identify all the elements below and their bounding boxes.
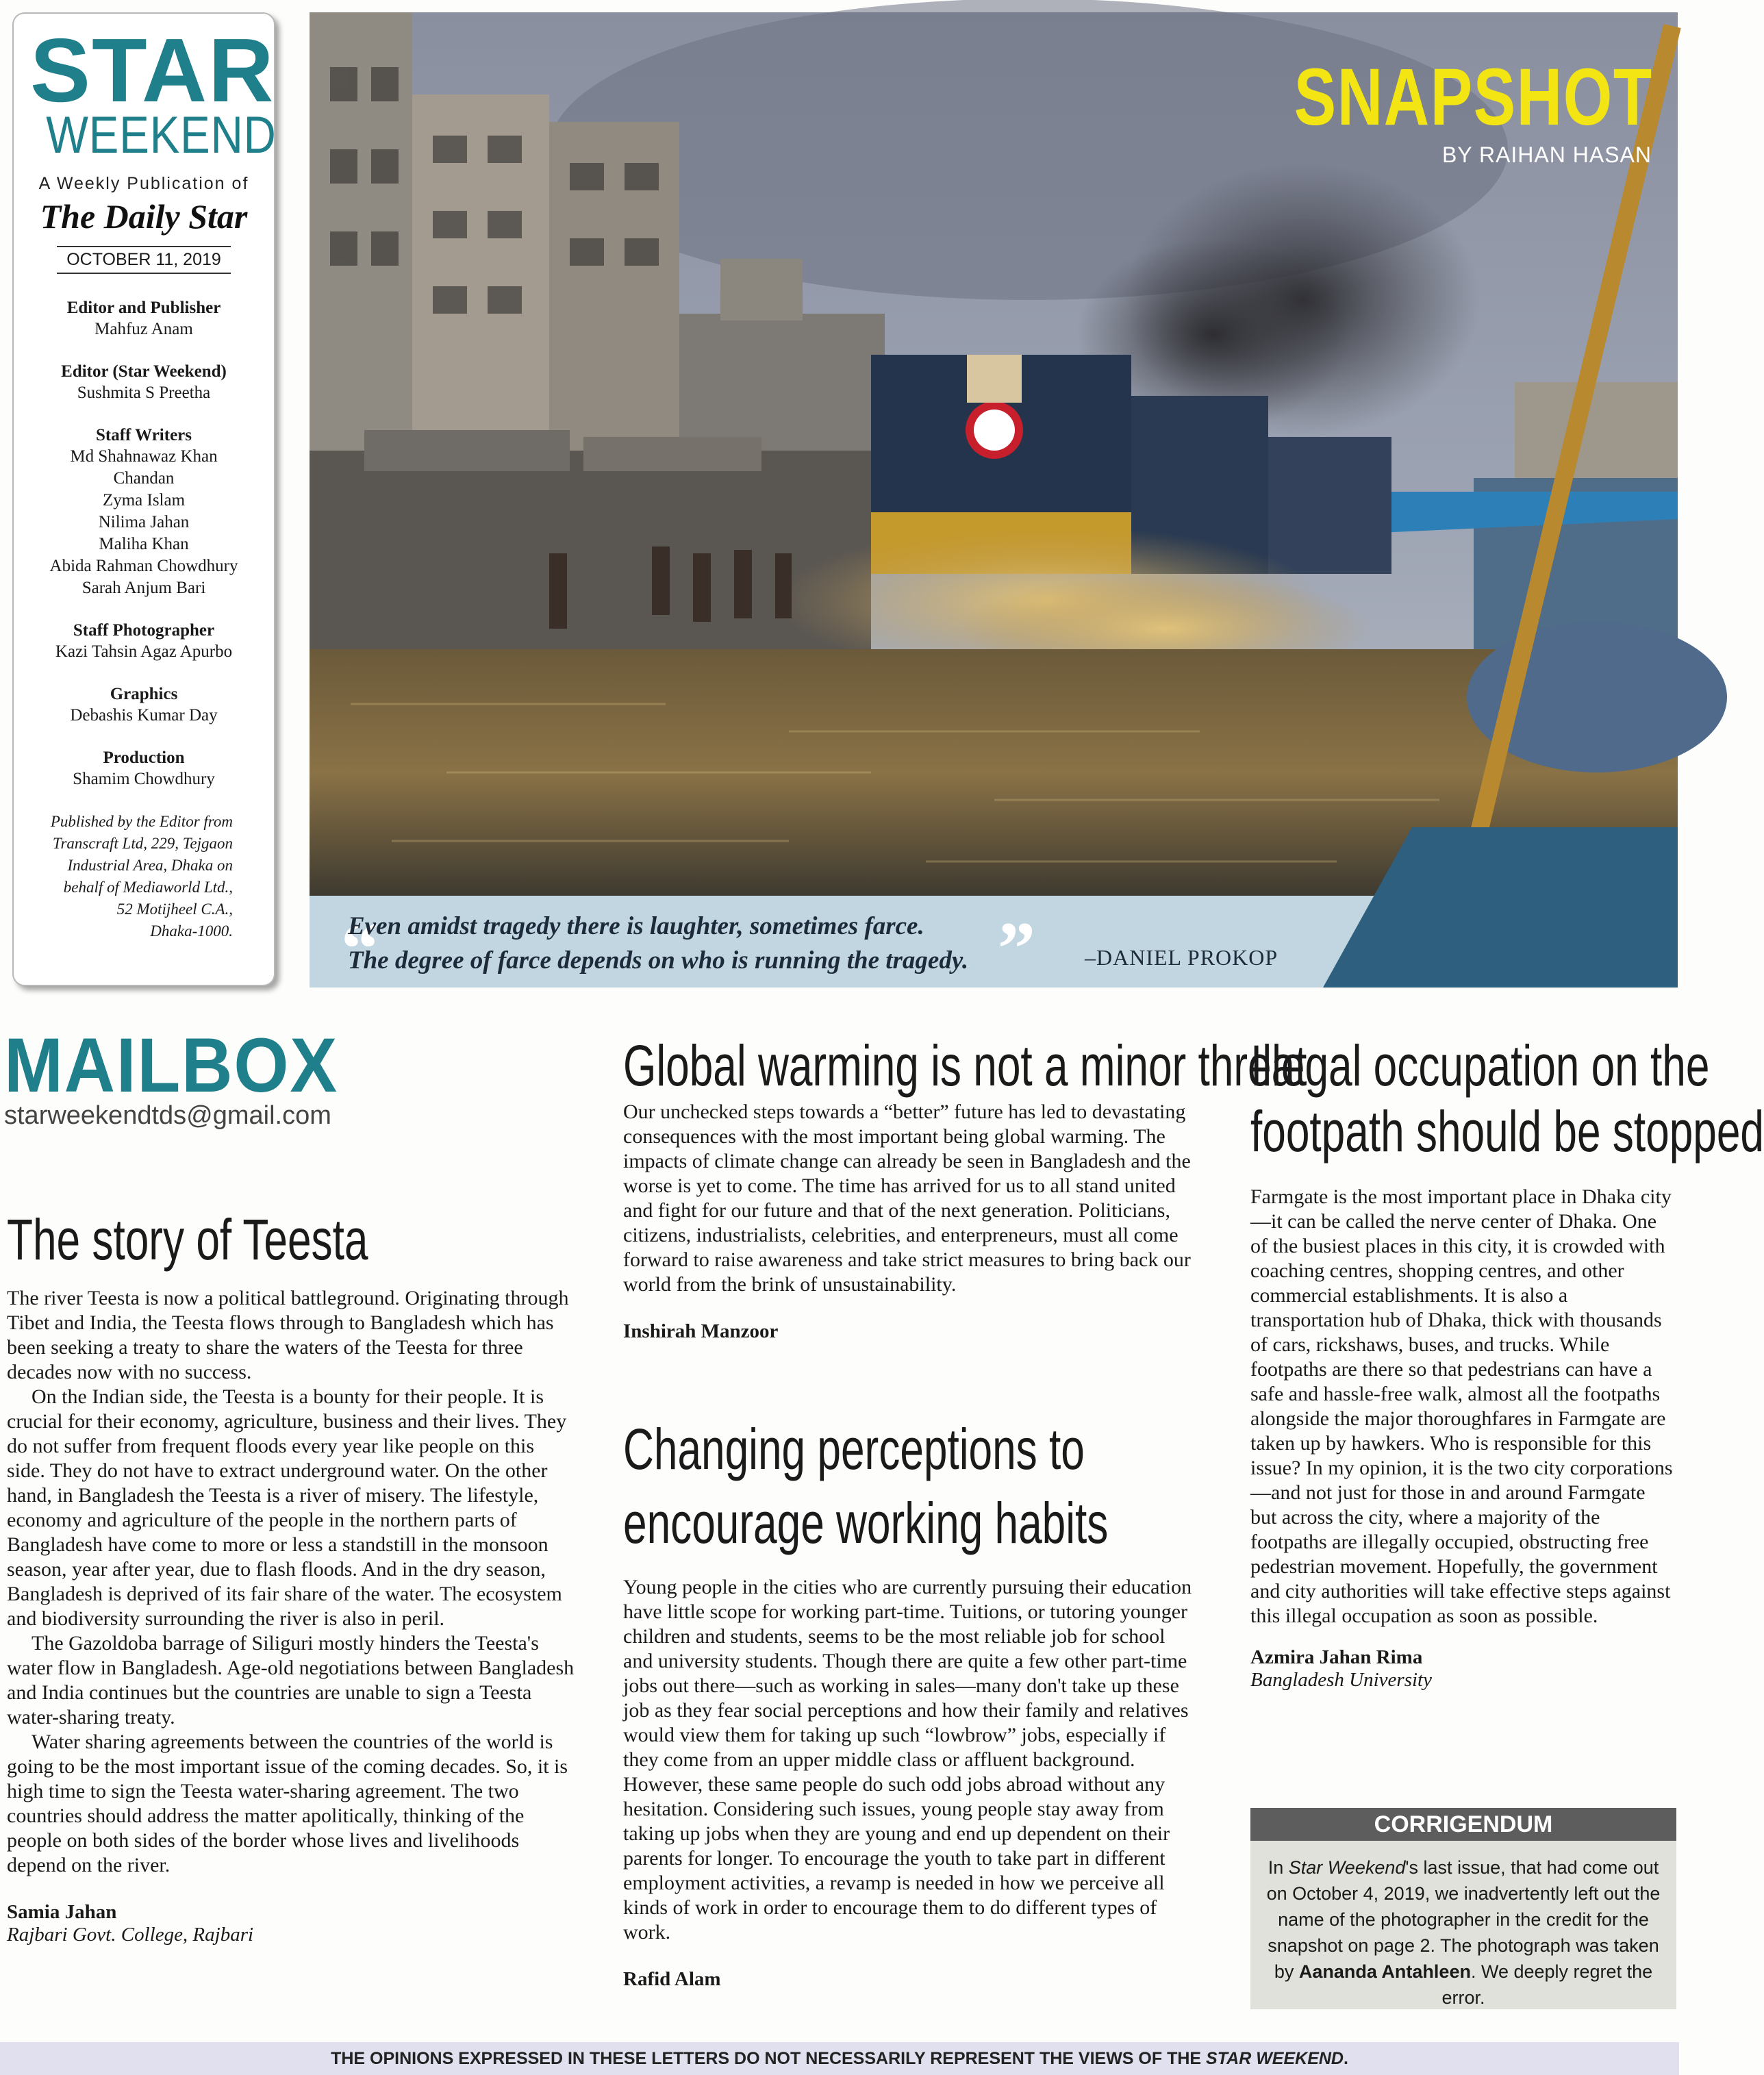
close-quote-icon: ” — [998, 907, 1035, 990]
staff-name: Nilima Jahan — [98, 513, 190, 531]
staff-role: Editor and Publisher — [66, 299, 221, 317]
author-name: Rafid Alam — [623, 1968, 721, 1990]
staff-name: Sushmita S Preetha — [77, 383, 211, 402]
publisher-line: Transcraft Ltd, 229, Tejgaon — [52, 835, 233, 852]
corr-photographer: Aananda Antahleen — [1298, 1961, 1471, 1982]
author-name: Azmira Jahan Rima — [1250, 1646, 1423, 1668]
publisher-line: Industrial Area, Dhaka on — [67, 857, 233, 874]
publisher-line: 52 Motijheel C.A., — [116, 901, 233, 918]
snapshot-title: SNAPSHOT — [1294, 52, 1653, 142]
staff-role: Graphics — [110, 685, 178, 703]
letter-headline — [1250, 1033, 1764, 1164]
headline-line: footpath should be stopped — [1250, 1099, 1764, 1164]
publication-line: A Weekly Publication of — [38, 174, 249, 193]
staff-name: Md Shahnawaz Khan — [70, 447, 218, 466]
headline-line: Illegal occupation on the — [1250, 1033, 1710, 1098]
open-quote-icon: “ — [341, 907, 379, 990]
staff-role: Production — [103, 749, 185, 767]
author-affiliation: Bangladesh University — [1250, 1669, 1432, 1691]
letter-signature — [1250, 1646, 1676, 1692]
corr-text: . We deeply regret the error. — [1441, 1961, 1653, 2008]
staff-role: Staff Writers — [95, 426, 192, 444]
corr-publication: Star Weekend — [1288, 1857, 1406, 1878]
headline-line: Changing perceptions to — [623, 1417, 1085, 1481]
staff-name: Mahfuz Anam — [94, 320, 193, 338]
staff-group — [30, 683, 257, 727]
snapshot-label-panel — [1323, 827, 1678, 988]
letter-teesta — [7, 1205, 575, 1946]
letter-footpath — [1250, 1033, 1764, 1692]
letter-paragraph: On the Indian side, the Teesta is a bounty for their people. It is crucial for their economy, agriculture, business and their lives. They do not suffer from frequent floods every year like people on this side. They do not have to extract underground water. On the other hand, in Bangladesh the Teesta is a river of misery. The lifestyle, economy and agriculture of the people in the northern parts of Bangladesh have come to more or less a standstill in the monsoon season, year after year, due to flash floods. And in the dry season, Bangladesh is deprived of its fair share of the water. The ecosystem and biodiversity surrounding the river is also in peril. — [7, 1385, 567, 1630]
headline-line: encourage working habits — [623, 1491, 1109, 1555]
staff-name: Debashis Kumar Day — [70, 706, 218, 725]
quote-line: Even amidst tragedy there is laughter, sometimes farce. — [348, 912, 924, 940]
publisher-line: behalf of Mediaworld Ltd., — [63, 879, 233, 896]
letter-signature — [623, 1320, 1198, 1343]
disclaimer-footer — [0, 2042, 1679, 2075]
brand-star: STAR — [30, 20, 275, 121]
letter-paragraph: Farmgate is the most important place in Dhaka city—it can be called the nerve center of Dhaka. One of the busiest places in this city, it is crowded with coaching centres, shopping centres, and other commercial establishments. It is also a transportation hub of Dhaka, thick with thousands of cars, rickshaws, buses, and trucks. While footpaths are there so that pedestrians can have a safe and hassle-free walk, almost all the footpaths alongside the major thoroughfares in Farmgate are taken up by hawkers. Who is responsible for this issue? In my opinion, it is the two city corporations—and not just for those in and around Farmgate but across the city, where a majority of the footpaths are illegally occupied, obstructing free pedestrian movement. Hopefully, the government and city authorities will take effective steps against this illegal occupation as soon as possible. — [1250, 1185, 1673, 1627]
letter-body — [1250, 1185, 1676, 1628]
letter-signature — [623, 1968, 1198, 1991]
staff-name: Maliha Khan — [99, 535, 189, 553]
mailbox-title: MAILBOX — [4, 1022, 338, 1108]
letter-paragraph: Water sharing agreements between the countries of the world is going to be the most important issue of the coming decades. So, it is high time to sign the Teesta water-sharing agreement. The two countries should address the matter apolitically, thinking of the people on both sides of the border whose lives and livelihoods depend on the river. — [7, 1731, 568, 1876]
letter-headline: The story of Teesta — [7, 1207, 368, 1272]
publisher-line: Published by the Editor from — [50, 813, 233, 830]
parent-paper-logo: The Daily Star — [40, 197, 248, 236]
corrigendum-box — [1250, 1808, 1676, 2009]
letter-global-warming — [623, 1033, 1307, 1343]
staff-role: Editor (Star Weekend) — [61, 362, 227, 381]
staff-group — [30, 361, 257, 404]
staff-role: Staff Photographer — [73, 621, 215, 640]
letter-signature — [7, 1901, 575, 1946]
footer-period: . — [1343, 2049, 1348, 2068]
letter-body — [623, 1575, 1198, 1945]
staff-group — [30, 620, 257, 663]
staff-name: Chandan — [113, 469, 175, 488]
corr-text: In — [1268, 1857, 1289, 1878]
letter-paragraph: Young people in the cities who are currently pursuing their education have little scope for working part-time. Tuitions, or tutoring younger children and students, seems to be the most reliable job for school and university students. Though there are quite a few other part-time jobs out there—such as working in sales—many don't take up these job as they fear social perceptions and how their family and relatives would view them for taking up such “lowbrow” jobs, especially if they come from an upper middle class or affluent background. However, these same people do such odd jobs abroad without any hesitation. Considering such issues, young people stay away from taking up jobs when they are young and end up dependent on their parents for longer. To encourage the youth to take part in different employment activities, a revamp is needed in how we perceive all kinds of work in order to encourage them to do different types of work. — [623, 1576, 1192, 1944]
staff-name: Sarah Anjum Bari — [81, 579, 206, 597]
letter-paragraph: Our unchecked steps towards a “better” future has led to devastating consequences with the most important being global warming. The impacts of climate change can already be seen in Bangladesh and the worse is yet to come. The time has arrived for us to all stand united and fight for our future and that of the next generation. Politicians, citizens, industrialists, celebrities, and enterpreneurs, must all come forward to raise awareness and take strict measures to bring back our world from the brink of unsustainability. — [623, 1101, 1191, 1296]
brand-weekend: WEEKEND — [46, 106, 277, 164]
letter-headline — [623, 1412, 1109, 1560]
quote-author: –DANIEL PROKOP — [1085, 945, 1278, 970]
publisher-line: Dhaka-1000. — [150, 922, 233, 940]
footer-publication: STAR WEEKEND — [1206, 2049, 1344, 2068]
pull-quote — [348, 909, 968, 978]
quote-line: The degree of farce depends on who is running the tragedy. — [348, 946, 969, 974]
letter-body — [623, 1100, 1198, 1297]
staff-name: Zyma Islam — [102, 491, 186, 510]
staff-name: Kazi Tahsin Agaz Apurbo — [55, 642, 233, 661]
author-affiliation: Rajbari Govt. College, Rajbari — [7, 1924, 254, 1946]
footer-text: THE OPINIONS EXPRESSED IN THESE LETTERS DO NOT NECESSARILY REPRESENT THE VIEWS OF THE — [331, 2049, 1207, 2068]
mailbox-email[interactable]: starweekendtds@gmail.com — [4, 1101, 331, 1130]
corrigendum-title: CORRIGENDUM — [1250, 1808, 1676, 1841]
staff-name: Shamim Chowdhury — [73, 770, 215, 788]
author-name: Inshirah Manzoor — [623, 1320, 779, 1342]
author-name: Samia Jahan — [7, 1901, 117, 1923]
corr-text: 's last issue, that had come out on October 4, 2019, we inadvertently left out the name of the photographer in the credit for the snapshot on page 2. The photograph was taken by — [1266, 1857, 1661, 1982]
letter-paragraph: The river Teesta is now a political battleground. Originating through Tibet and India, the Teesta flows through to Bangladesh which has been seeking a treaty to share the waters of the Teesta for three decades now with no success. — [7, 1287, 569, 1383]
masthead-box — [12, 12, 275, 986]
staff-list — [30, 297, 257, 790]
publisher-info — [30, 811, 257, 942]
corrigendum-text — [1250, 1841, 1676, 2011]
letter-changing-perceptions — [623, 1412, 1198, 1991]
snapshot-byline: BY RAIHAN HASAN — [1441, 142, 1652, 167]
staff-group — [30, 297, 257, 340]
issue-date: OCTOBER 11, 2019 — [57, 246, 231, 274]
staff-group — [30, 425, 257, 599]
letter-paragraph: The Gazoldoba barrage of Siliguri mostly hinders the Teesta's water flow in Bangladesh. Age-old negotiations between Bangladesh and India continues but the countries are unable to sign a Teesta water-sharing treaty. — [7, 1632, 575, 1728]
staff-group — [30, 747, 257, 790]
letter-body — [7, 1286, 575, 1878]
staff-name: Abida Rahman Chowdhury — [49, 557, 238, 575]
letter-headline: Global warming is not a minor threat — [623, 1033, 1307, 1098]
snapshot-feature — [310, 12, 1678, 988]
